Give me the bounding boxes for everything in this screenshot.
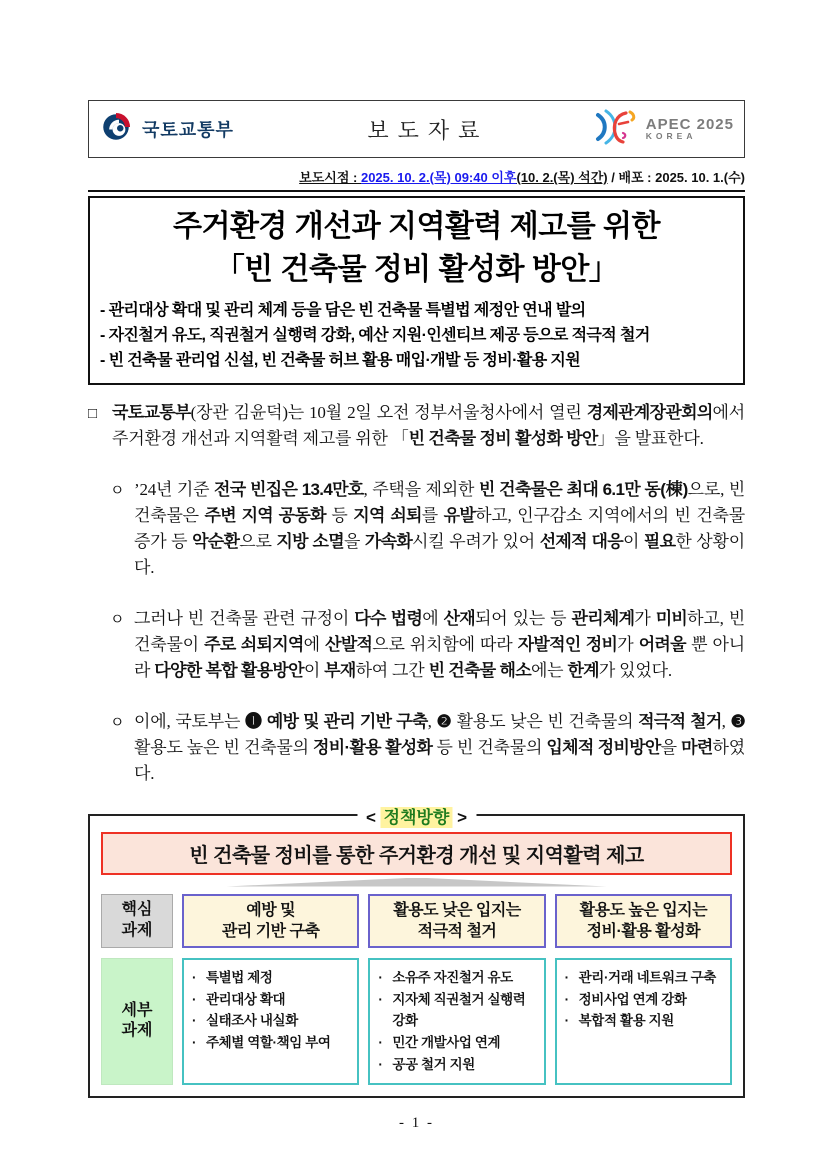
detail-task-cell xyxy=(368,958,545,1085)
core-task-cell: 예방 및 관리 기반 구축 xyxy=(182,894,359,948)
detail-tasks-row xyxy=(101,958,732,1085)
horizontal-rule xyxy=(88,190,745,192)
detail-task-item: · 정비사업 연계 강화 xyxy=(564,991,687,1007)
paragraph-marker: □ xyxy=(88,404,98,422)
release-label: 보도시점 : xyxy=(299,170,361,185)
core-task-cell: 활용도 낮은 입지는 적극적 철거 xyxy=(368,894,545,948)
detail-task-cell xyxy=(182,958,359,1085)
release-separator: / xyxy=(607,170,619,185)
caption-close-bracket: > xyxy=(452,807,468,827)
detail-task-cell xyxy=(555,958,732,1085)
body-text xyxy=(88,400,745,787)
paragraph-marker: ㅇ xyxy=(110,713,125,731)
page-content xyxy=(88,100,745,1132)
paragraph xyxy=(110,477,745,581)
detail-task-item: · 복합적 활용 지원 xyxy=(564,1013,674,1029)
policy-direction-caption xyxy=(357,803,476,828)
release-edition: (10. 2.(목) 석간) xyxy=(516,170,608,185)
core-tasks-row xyxy=(101,894,732,948)
page-number: - 1 - xyxy=(399,1115,434,1132)
paragraph-text: ’24년 기준 전국 빈집은 13.4만호, 주택을 제외한 빈 건축물은 최대 6.1만 동(棟)으로, 빈 건축물은 주변 지역 공동화 등 지역 쇠퇴를 유발하고, 인구감소 지역에서의 빈 건축물 증가 등 악순환으로 지방 소멸을 가속화시킬 우려가 있어 선제적 대응이 필요한 상황이다. xyxy=(134,479,745,577)
release-timing-line xyxy=(88,167,745,186)
distribution-date: 배포 : 2025. 10. 1.(수) xyxy=(618,170,745,185)
chevron-divider xyxy=(227,878,607,887)
headline-bullet: - 빈 건축물 관리업 신설, 빈 건축물 허브 활용 매입·개발 등 정비·활용 지원 xyxy=(100,352,581,370)
ministry-brand xyxy=(99,110,234,149)
release-time: 2025. 10. 2.(목) 09:40 이후 xyxy=(360,170,517,185)
paragraph-text: 국토교통부(장관 김윤덕)는 10월 2일 오전 정부서울청사에서 열린 경제관계장관회의에서 주거환경 개선과 지역활력 제고를 위한 「빈 건축물 정비 활성화 방안」을 발표한다. xyxy=(112,402,745,448)
paragraph-text: 그러나 빈 건축물 관련 규정이 다수 법령에 산재되어 있는 등 관리체계가 미비하고, 빈 건축물이 주로 쇠퇴지역에 산발적으로 위치함에 따라 자발적인 정비가 어려울 뿐 아니라 다양한 복합 활용방안이 부재하여 그간 빈 건축물 해소에는 한계가 있었다. xyxy=(134,608,745,680)
headline-line-2: 「빈 건축물 정비 활성화 방안」 xyxy=(214,252,619,286)
paragraph xyxy=(88,400,745,452)
headline-bullet: - 자진철거 유도, 직권철거 실행력 강화, 예산 지원·인센티브 제공 등으로 적극적 철거 xyxy=(100,327,650,345)
policy-goal-banner: 빈 건축물 정비를 통한 주거환경 개선 및 지역활력 제고 xyxy=(101,832,732,875)
paragraph xyxy=(110,606,745,684)
detail-task-item: · 특별법 제정 xyxy=(192,969,273,985)
detail-task-item: · 주체별 역할·책임 부여 xyxy=(192,1035,331,1051)
core-tasks-label: 핵심 과제 xyxy=(101,894,173,948)
detail-task-item: · 지자체 직권철거 실행력 강화 xyxy=(378,991,526,1029)
headline-bullet: - 관리대상 확대 및 관리 체계 등을 담은 빈 건축물 특별법 제정안 연내 발의 xyxy=(100,302,586,320)
caption-open-bracket: < xyxy=(365,807,381,827)
header-banner xyxy=(88,100,745,158)
apec-logo-subtext: KOREA xyxy=(645,131,697,142)
apec-logo xyxy=(592,107,734,152)
headline-line-1: 주거환경 개선과 지역활력 제고를 위한 xyxy=(172,210,661,243)
headline-box xyxy=(88,196,745,385)
policy-direction-box xyxy=(88,807,745,1099)
paragraph-marker: ㅇ xyxy=(110,610,125,628)
detail-tasks-label: 세부 과제 xyxy=(101,958,173,1085)
detail-task-item: · 관리대상 확대 xyxy=(192,991,286,1007)
paragraph xyxy=(110,709,745,787)
detail-task-item: · 관리·거래 네트워크 구축 xyxy=(564,969,716,985)
paragraph-text: 이에, 국토부는 ❶ 예방 및 관리 기반 구축, ❷ 활용도 낮은 빈 건축물의 적극적 철거, ❸ 활용도 높은 빈 건축물의 정비·활용 활성화 등 빈 건축물의 입체적 정비방안을 마련하였다. xyxy=(134,711,745,783)
detail-task-item: · 소유주 자진철거 유도 xyxy=(378,969,513,985)
detail-task-item: · 공공 철거 지원 xyxy=(378,1057,475,1073)
apec-2025-logo-icon xyxy=(592,107,640,152)
molit-emblem-icon xyxy=(99,110,133,149)
apec-logo-text: APEC 2025 xyxy=(645,115,734,133)
caption-highlight: 정책방향 xyxy=(381,807,453,828)
doc-type-title: 보도자료 xyxy=(367,117,489,143)
headline-bullets xyxy=(100,298,733,373)
ministry-name: 국토교통부 xyxy=(142,120,234,140)
core-task-cell: 활용도 높은 입지는 정비·활용 활성화 xyxy=(555,894,732,948)
detail-task-item: · 실태조사 내실화 xyxy=(192,1013,298,1029)
detail-task-item: · 민간 개발사업 연계 xyxy=(378,1035,501,1051)
paragraph-marker: ㅇ xyxy=(110,481,125,499)
